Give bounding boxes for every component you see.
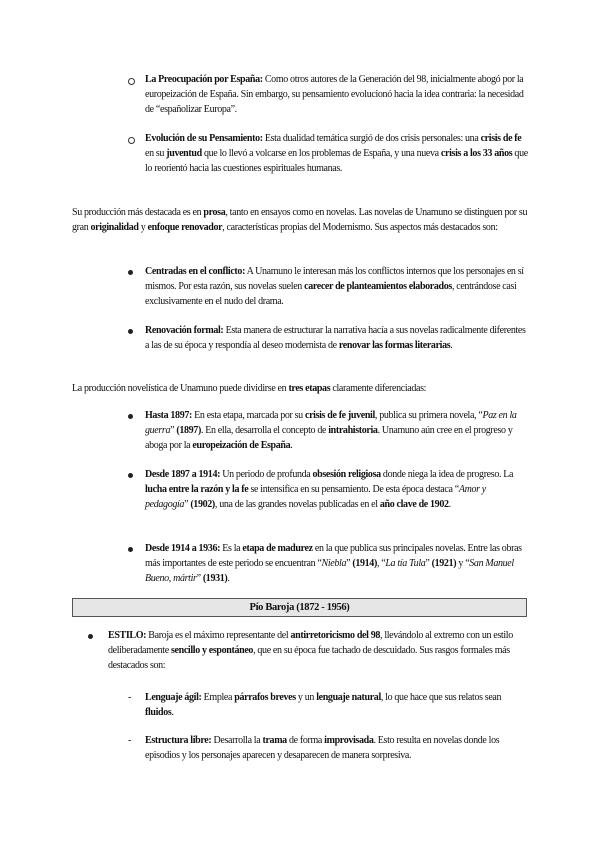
dash-marker: - bbox=[128, 735, 131, 746]
section-title: Pío Baroja (1872 - 1956) bbox=[72, 598, 527, 617]
list-item: Evolución de su Pensamiento: Esta dualidad temática surgió de dos crisis personales: una crisis de fe en su juventud que lo llevó a volcarse en los problemas de España, y una nueva crisis a los 33 años que lo reorientó hacia las cuestiones espirituales humanas. bbox=[145, 133, 528, 174]
list-item: ESTILO: Baroja es el máximo representante del antirretoricismo del 98, llevándolo al extremo con un estilo deliberadamente sencillo y espontáneo, que en su época fue tachado de descuidado. Sus rasgos formales más destacados son: bbox=[108, 630, 513, 671]
list-item: La Preocupación por España: Como otros autores de la Generación del 98, inicialmente abogó por la europeización de España. Sin embargo, su pensamiento evolucionó hacia la idea contraria: la necesidad de “españolizar Europa”. bbox=[145, 74, 524, 115]
bullet-icon bbox=[128, 329, 133, 334]
list-item: Hasta 1897: En esta etapa, marcada por su crisis de fe juvenil, publica su primera novela, “Paz en la guerra” (1897). En ella, desarrolla el concepto de intrahistoria. Unamuno aún cree en el progreso y aboga por la europeización de España. bbox=[145, 410, 517, 451]
list-item: Estructura libre: Desarrolla la trama de forma improvisada. Esto resulta en novelas donde los episodios y los personajes aparecen y desaparecen de manera sorpresiva. bbox=[145, 735, 500, 761]
list-item: Lenguaje ágil: Emplea párrafos breves y un lenguaje natural, lo que hace que sus relatos sean fluidos. bbox=[145, 692, 502, 718]
bullet-icon bbox=[128, 270, 133, 275]
body-paragraph: La producción novelística de Unamuno puede dividirse en tres etapas claramente diferenciadas: bbox=[72, 383, 427, 394]
list-item: Desde 1897 a 1914: Un periodo de profunda obsesión religiosa donde niega la idea de progreso. La lucha entre la razón y la fe se intensifica en su pensamiento. De esta época destaca “Amor y pedagogía” (1902), una de las grandes novelas publicadas en el año clave de 1902. bbox=[145, 469, 514, 510]
bullet-icon bbox=[128, 473, 133, 478]
bullet-icon bbox=[128, 547, 133, 552]
body-paragraph: Su producción más destacada es en prosa, tanto en ensayos como en novelas. Las novelas de Unamuno se distinguen por su gran originalidad y enfoque renovador, características propias del Modernismo. Sus aspectos más destacados son: bbox=[72, 207, 528, 233]
bullet-icon bbox=[128, 414, 133, 419]
hollow-bullet-icon bbox=[128, 137, 135, 144]
bullet-icon bbox=[88, 634, 93, 639]
list-item: Centradas en el conflicto: A Unamuno le interesan más los conflictos internos que los personajes en sí mismos. Por esta razón, sus novelas suelen carecer de planteamientos elaborados, centrándose casi exclusivamente en el nudo del drama. bbox=[145, 266, 524, 307]
list-item: Renovación formal: Esta manera de estructurar la narrativa hacía a sus novelas radicalmente diferentes a las de su época y respondía al deseo modernista de renovar las formas literarias. bbox=[145, 325, 526, 351]
dash-marker: - bbox=[128, 692, 131, 703]
hollow-bullet-icon bbox=[128, 78, 135, 85]
list-item: Desde 1914 a 1936: Es la etapa de madurez en la que publica sus principales novelas. Entre las obras más importantes de este periodo se encuentran “Niebla” (1914), “La tía Tula” (1921) y “San Manuel Bueno, mártir” (1931). bbox=[145, 543, 522, 584]
